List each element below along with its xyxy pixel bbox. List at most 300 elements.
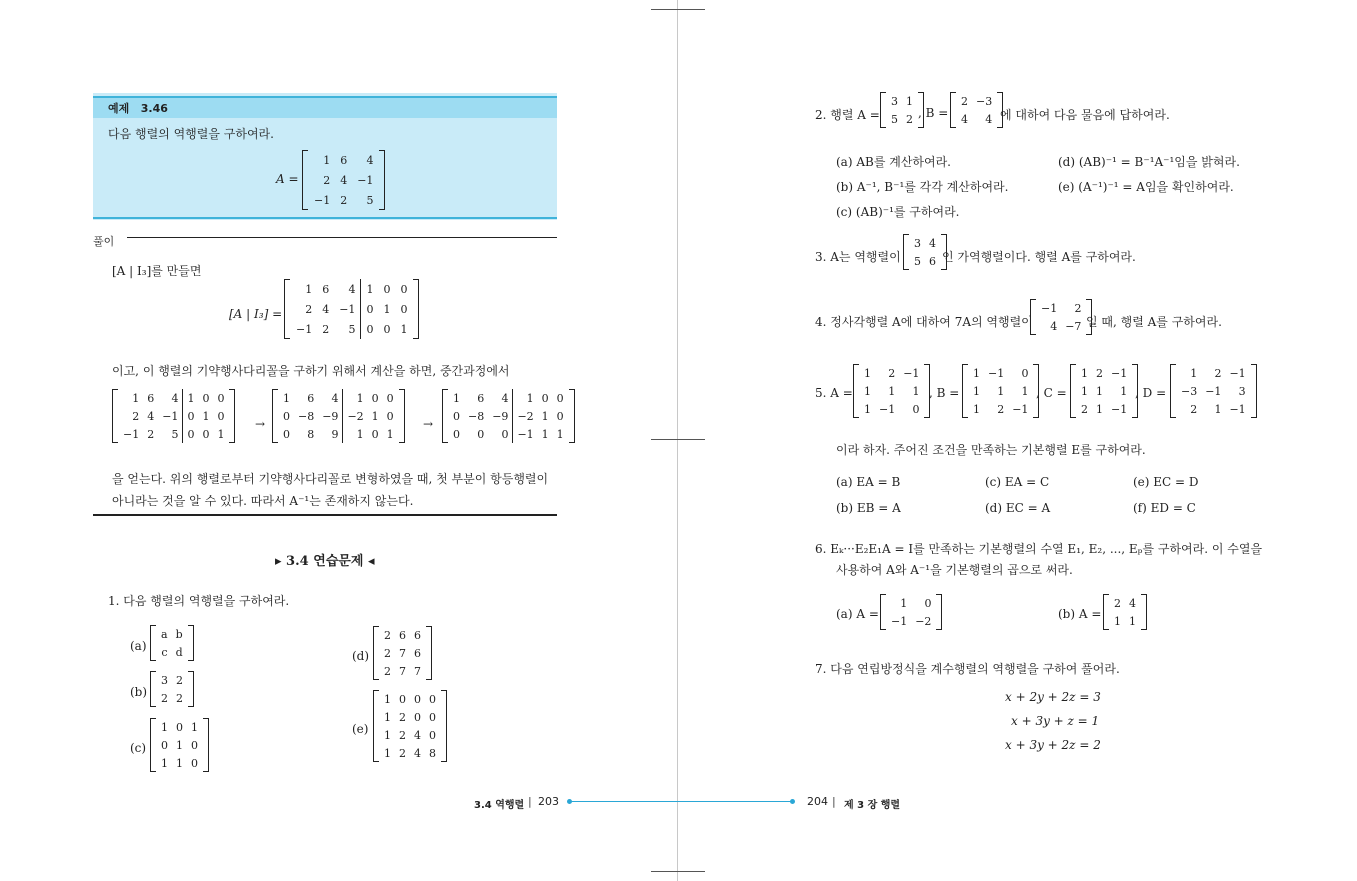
matrix-right-bracket (426, 626, 432, 680)
matrix-row (887, 110, 917, 128)
matrix-entry: 0 (386, 409, 394, 423)
matrix-entry: 0 (176, 720, 183, 734)
matrix-left-bracket (302, 150, 308, 210)
matrix-entry: 9 (331, 427, 339, 441)
p6-line-2: 사용하여 A와 A⁻¹을 기본행렬의 곱으로 써라. (836, 563, 1073, 577)
matrix-body (157, 671, 187, 707)
matrix-entry: 4 (322, 302, 330, 316)
matrix-entry: −1 (988, 366, 1005, 380)
matrix-entry: 2 (1114, 596, 1121, 610)
matrix-entry: 8 (307, 427, 315, 441)
matrix-left-bracket (880, 594, 886, 630)
matrix-entry: 1 (864, 402, 871, 416)
matrix-entry: 2 (305, 302, 313, 316)
matrix-entry: 2 (161, 691, 168, 705)
matrix-entry: 6 (929, 254, 936, 268)
matrix-entry: 0 (383, 282, 391, 296)
matrix-row (1037, 317, 1085, 335)
matrix-row (449, 389, 568, 407)
matrix-entry: 0 (202, 427, 210, 441)
matrix-entry: 4 (340, 173, 348, 187)
matrix-entry: 0 (202, 391, 210, 405)
chain-matrix-3 (442, 389, 575, 443)
matrix-entry: 2 (323, 173, 331, 187)
p6-a-label: (a) A = (836, 607, 879, 621)
matrix-entry: 1 (1129, 614, 1136, 628)
matrix-right-bracket (188, 671, 194, 707)
matrix-row (119, 389, 228, 407)
matrix-right-bracket (441, 690, 447, 762)
matrix-body (1110, 594, 1140, 630)
chain-matrix-1 (112, 389, 235, 443)
matrix-entry: 1 (864, 384, 871, 398)
matrix-entry: 1 (343, 389, 368, 407)
matrix-entry: 0 (217, 391, 225, 405)
p5-matrix-b (962, 364, 1039, 418)
matrix-row (309, 170, 378, 190)
p2-mid: , B = (918, 106, 949, 120)
solution-label: 풀이 (93, 235, 115, 248)
matrix-entry: 2 (1190, 402, 1198, 416)
matrix-entry: 0 (361, 319, 379, 339)
matrix-row (380, 744, 440, 762)
problem-1b-matrix (150, 671, 194, 707)
matrix-entry: 2 (1081, 402, 1088, 416)
matrix-entry: 2 (384, 646, 391, 660)
matrix-entry: 2 (997, 402, 1005, 416)
matrix-left-bracket (903, 234, 909, 270)
p5-prefix: 5. A = (815, 386, 853, 400)
matrix-row (119, 425, 228, 443)
matrix-entry: 2 (340, 193, 348, 207)
matrix-entry: 4 (366, 153, 374, 167)
matrix-entry: 1 (161, 756, 168, 770)
matrix-entry: −1 (1205, 384, 1222, 398)
matrix-row (279, 425, 398, 443)
matrix-left-bracket (150, 625, 156, 661)
solution-rule (127, 237, 557, 238)
p5-item-b: (b) EB = A (836, 501, 901, 515)
matrix-entry: 0 (217, 409, 225, 423)
problem-1a-matrix (150, 625, 194, 661)
p2-item-b: (b) A⁻¹, B⁻¹를 각각 계산하여라. (836, 180, 1009, 194)
p5-item-d: (d) EC = A (985, 501, 1051, 515)
matrix-entry: 2 (888, 366, 896, 380)
matrix-entry: 1 (132, 391, 140, 405)
matrix-entry: 0 (183, 407, 199, 425)
matrix-left-bracket (1030, 299, 1036, 335)
p5-label-d: , D = (1135, 386, 1167, 400)
matrix-entry: 6 (399, 628, 406, 642)
matrix-row (887, 92, 917, 110)
matrix-entry: −1 (513, 425, 538, 443)
matrix-row (157, 754, 202, 772)
matrix-entry: −1 (162, 409, 179, 423)
matrix-entry: 1 (383, 302, 391, 316)
matrix-right-bracket (229, 389, 235, 443)
p4-matrix (1030, 299, 1092, 335)
matrix-entry: 0 (429, 728, 436, 742)
solution-line-2: 이고, 이 행렬의 기약행사다리꼴을 구하기 위해서 계산을 하면, 중간과정에서 (112, 364, 510, 378)
matrix-entry: 2 (176, 691, 183, 705)
matrix-entry: 4 (961, 112, 968, 126)
matrix-entry: 1 (384, 746, 391, 760)
matrix-entry: 1 (1096, 402, 1103, 416)
p2-item-d: (d) (AB)⁻¹ = B⁻¹A⁻¹임을 밝혀라. (1058, 155, 1240, 169)
matrix-entry: 0 (371, 391, 379, 405)
matrix-entry: b (175, 627, 183, 641)
matrix-entry: 2 (1214, 366, 1222, 380)
matrix-entry: 0 (477, 427, 485, 441)
matrix-entry: −1 (1111, 402, 1128, 416)
matrix-body (279, 389, 398, 443)
matrix-row (969, 400, 1032, 418)
matrix-entry: 0 (429, 710, 436, 724)
matrix-row (380, 662, 425, 680)
matrix-entry: 0 (191, 756, 198, 770)
matrix-row (1177, 382, 1250, 400)
matrix-entry: 1 (384, 710, 391, 724)
matrix-entry: 1 (202, 409, 210, 423)
p5-item-e: (e) EC = D (1133, 475, 1199, 489)
matrix-entry: 3 (914, 236, 921, 250)
crop-mark-top (651, 9, 705, 10)
matrix-row (957, 110, 996, 128)
matrix-left-bracket (950, 92, 956, 128)
matrix-row (380, 708, 440, 726)
matrix-entry: 1 (176, 756, 183, 770)
matrix-entry: 1 (1081, 366, 1088, 380)
matrix-right-bracket (203, 718, 209, 772)
p3-suffix: 인 가역행렬이다. 행렬 A를 구하여라. (942, 250, 1136, 264)
matrix-left-bracket (150, 718, 156, 772)
matrix-entry: 1 (1214, 402, 1222, 416)
chain-arrow-1: → (255, 417, 266, 431)
matrix-entry: −1 (1111, 366, 1128, 380)
matrix-entry: 2 (399, 728, 406, 742)
p2-suffix: 에 대하여 다음 물음에 답하여라. (1000, 108, 1170, 122)
matrix-entry: 8 (429, 746, 436, 760)
matrix-row (157, 689, 187, 707)
matrix-entry: 5 (891, 112, 898, 126)
matrix-entry: −1 (1041, 301, 1058, 315)
p2-item-c: (c) (AB)⁻¹를 구하여라. (836, 205, 960, 219)
matrix-left-bracket (1103, 594, 1109, 630)
matrix-entry: 1 (513, 389, 538, 407)
matrix-entry: 2 (961, 94, 968, 108)
matrix-entry: 1 (997, 384, 1005, 398)
matrix-row (887, 594, 935, 612)
matrix-left-bracket (150, 671, 156, 707)
matrix-row (1177, 364, 1250, 382)
matrix-row (1037, 299, 1085, 317)
matrix-entry: 1 (906, 94, 913, 108)
matrix-right-bracket (188, 625, 194, 661)
matrix-entry: 2 (384, 664, 391, 678)
matrix-entry: 1 (973, 384, 980, 398)
p7-eq-2: x + 3y + z = 1 (1011, 714, 1100, 728)
matrix-row (309, 190, 378, 210)
matrix-body (910, 234, 940, 270)
chain-matrix-2 (272, 389, 405, 443)
augmented-lhs: [A | I₃] = (229, 307, 283, 321)
matrix-entry: 0 (556, 409, 564, 423)
matrix-row (380, 644, 425, 662)
matrix-entry: 2 (399, 746, 406, 760)
p6-matrix-a (880, 594, 942, 630)
matrix-entry: 2 (147, 427, 155, 441)
p5-matrix-d (1170, 364, 1257, 418)
matrix-entry: 2 (906, 112, 913, 126)
matrix-entry: 4 (414, 728, 421, 742)
matrix-entry: 1 (1021, 384, 1029, 398)
matrix-entry: 1 (541, 427, 549, 441)
matrix-entry: −1 (339, 302, 356, 316)
matrix-entry: 2 (176, 673, 183, 687)
matrix-entry: 0 (400, 282, 408, 296)
p3-prefix: 3. A는 역행렬이 (815, 250, 901, 264)
solution-end-rule (93, 514, 557, 516)
problem-1b-label: (b) (130, 685, 148, 699)
matrix-entry: 1 (361, 279, 379, 299)
matrix-entry: 4 (1050, 319, 1058, 333)
matrix-row (157, 736, 202, 754)
matrix-entry: 1 (400, 322, 408, 336)
matrix-entry: 0 (414, 692, 421, 706)
matrix-entry: 6 (147, 391, 155, 405)
matrix-entry: 4 (501, 391, 509, 405)
matrix-entry: 7 (399, 646, 406, 660)
matrix-row (1077, 382, 1131, 400)
problem-1c-label: (c) (130, 741, 147, 755)
matrix-entry: 1 (453, 391, 460, 405)
p7-eq-3: x + 3y + 2z = 2 (1005, 738, 1101, 752)
matrix-entry: −1 (879, 402, 896, 416)
example-bottom-line (93, 217, 557, 219)
p7-text: 7. 다음 연립방정식을 계수행렬의 역행렬을 구하여 풀어라. (815, 662, 1120, 676)
matrix-entry: 5 (914, 254, 921, 268)
matrix-entry: 1 (1120, 384, 1128, 398)
matrix-body (887, 594, 935, 630)
matrix-entry: 0 (924, 596, 932, 610)
matrix-entry: 2 (399, 710, 406, 724)
matrix-entry: 1 (900, 596, 908, 610)
footer-line (570, 801, 792, 802)
matrix-entry: 0 (556, 391, 564, 405)
matrix-entry: −1 (123, 427, 140, 441)
matrix-row (449, 407, 568, 425)
matrix-entry: 4 (171, 391, 179, 405)
problem-1c-matrix (150, 718, 209, 772)
matrix-left-bracket (373, 626, 379, 680)
p5-item-c: (c) EA = C (985, 475, 1050, 489)
matrix-right-bracket (569, 389, 575, 443)
matrix-entry: 2 (1074, 301, 1082, 315)
matrix-entry: 4 (1129, 596, 1136, 610)
footer-dot-right (790, 799, 795, 804)
matrix-entry: 1 (1081, 384, 1088, 398)
matrix-row (291, 299, 412, 319)
matrix-row (119, 407, 228, 425)
matrix-entry: 1 (384, 728, 391, 742)
matrix-entry: 1 (323, 153, 331, 167)
matrix-entry: −9 (492, 409, 509, 423)
augmented-matrix (284, 279, 419, 339)
matrix-entry: 0 (191, 738, 198, 752)
matrix-entry: −3 (976, 94, 993, 108)
p2-matrix-b (950, 92, 1003, 128)
example-label: 예제 3.46 (108, 102, 168, 115)
chain-arrow-2: → (423, 417, 434, 431)
matrix-entry: 2 (132, 409, 140, 423)
problem-1-text: 1. 다음 행렬의 역행렬을 구하여라. (108, 594, 290, 608)
matrix-body (309, 150, 378, 210)
matrix-entry: 0 (386, 391, 394, 405)
matrix-row (1077, 364, 1131, 382)
matrix-body (887, 92, 917, 128)
left-footer-section: 3.4 역행렬 (474, 800, 525, 811)
matrix-left-bracket (284, 279, 290, 339)
p5-matrix-c (1070, 364, 1138, 418)
matrix-entry: −1 (296, 322, 313, 336)
matrix-row (157, 625, 187, 643)
matrix-left-bracket (962, 364, 968, 418)
matrix-row (449, 425, 568, 443)
matrix-body (1037, 299, 1085, 335)
matrix-entry: 1 (176, 738, 183, 752)
matrix-entry: −2 (343, 407, 368, 425)
matrix-entry: 1 (1096, 384, 1103, 398)
matrix-entry: 4 (147, 409, 155, 423)
p6-matrix-b (1103, 594, 1147, 630)
matrix-entry: 6 (307, 391, 315, 405)
matrix-body (119, 389, 228, 443)
matrix-row (157, 671, 187, 689)
matrix-entry: 1 (283, 391, 290, 405)
matrix-entry: 5 (348, 322, 356, 336)
matrix-right-bracket (379, 150, 385, 210)
p4-suffix: 일 때, 행렬 A를 구하여라. (1086, 315, 1222, 329)
matrix-row (1110, 594, 1140, 612)
matrix-row (380, 626, 425, 644)
p5-label-b: , B = (929, 386, 960, 400)
matrix-entry: 6 (477, 391, 485, 405)
matrix-row (291, 319, 412, 339)
matrix-entry: 1 (343, 425, 368, 443)
matrix-entry: 6 (414, 646, 421, 660)
matrix-entry: 0 (453, 427, 460, 441)
crop-mark-middle (651, 439, 705, 440)
matrix-row (887, 612, 935, 630)
solution-line-3: 을 얻는다. 위의 행렬로부터 기약행사다리꼴로 변형하였을 때, 첫 부분이 항등행렬이 (112, 472, 549, 486)
matrix-entry: −1 (903, 366, 920, 380)
matrix-row (860, 364, 923, 382)
matrix-entry: 0 (414, 710, 421, 724)
matrix-entry: 1 (541, 409, 549, 423)
matrix-left-bracket (880, 92, 886, 128)
matrix-row (279, 389, 398, 407)
matrix-entry: 1 (217, 427, 225, 441)
matrix-entry: 1 (305, 282, 313, 296)
matrix-entry: 4 (985, 112, 993, 126)
matrix-body (957, 92, 996, 128)
matrix-entry: c (161, 645, 168, 659)
matrix-entry: d (175, 645, 183, 659)
matrix-body (969, 364, 1032, 418)
p5-item-f: (f) ED = C (1133, 501, 1196, 515)
matrix-entry: 1 (1190, 366, 1198, 380)
matrix-entry: a (161, 627, 168, 641)
p4-prefix: 4. 정사각행렬 A에 대하여 7A의 역행렬이 (815, 315, 1033, 329)
matrix-entry: −2 (513, 407, 538, 425)
matrix-entry: 1 (912, 384, 920, 398)
matrix-row (860, 382, 923, 400)
matrix-entry: 0 (400, 302, 408, 316)
matrix-left-bracket (272, 389, 278, 443)
matrix-entry: −1 (357, 173, 374, 187)
matrix-entry: 0 (383, 322, 391, 336)
matrix-entry: 6 (322, 282, 330, 296)
matrix-row (860, 400, 923, 418)
matrix-row (969, 382, 1032, 400)
p2-prefix: 2. 행렬 A = (815, 108, 880, 122)
matrix-entry: 0 (501, 427, 509, 441)
left-footer-page: 203 (538, 795, 559, 808)
problem-1e-matrix (373, 690, 447, 762)
matrix-entry: 0 (183, 425, 199, 443)
right-footer-page: 204 (807, 795, 828, 808)
matrix-entry: −3 (1181, 384, 1198, 398)
matrix-body (380, 690, 440, 762)
matrix-entry: 0 (429, 692, 436, 706)
matrix-entry: 4 (331, 391, 339, 405)
matrix-right-bracket (936, 594, 942, 630)
matrix-body (157, 718, 202, 772)
matrix-entry: −1 (1229, 366, 1246, 380)
problem-1d-label: (d) (352, 649, 370, 663)
matrix-entry: 4 (348, 282, 356, 296)
matrix-row (380, 690, 440, 708)
matrix-entry: 0 (453, 409, 460, 423)
matrix-row (157, 718, 202, 736)
matrix-entry: 1 (864, 366, 871, 380)
matrix-body (291, 279, 412, 339)
p3-matrix (903, 234, 947, 270)
matrix-row (1077, 400, 1131, 418)
matrix-row (910, 234, 940, 252)
matrix-row (957, 92, 996, 110)
matrix-entry: 0 (541, 391, 549, 405)
example-prompt: 다음 행렬의 역행렬을 구하여라. (108, 127, 274, 141)
matrix-body (157, 625, 187, 661)
example-top-line (93, 96, 557, 98)
matrix-right-bracket (413, 279, 419, 339)
matrix-left-bracket (112, 389, 118, 443)
crop-mark-bottom (651, 871, 705, 872)
example-matrix (302, 150, 385, 210)
matrix-entry: 1 (161, 720, 168, 734)
matrix-entry: 0 (912, 402, 920, 416)
p5-item-a: (a) EA = B (836, 475, 901, 489)
problem-1d-matrix (373, 626, 432, 680)
matrix-entry: 3 (161, 673, 168, 687)
solution-line-4: 아니라는 것을 알 수 있다. 따라서 A⁻¹는 존재하지 않는다. (112, 494, 414, 508)
p2-item-a: (a) AB를 계산하여라. (836, 155, 951, 169)
matrix-right-bracket (1141, 594, 1147, 630)
matrix-entry: 0 (399, 692, 406, 706)
matrix-entry: 0 (1021, 366, 1029, 380)
matrix-entry: 1 (888, 384, 896, 398)
